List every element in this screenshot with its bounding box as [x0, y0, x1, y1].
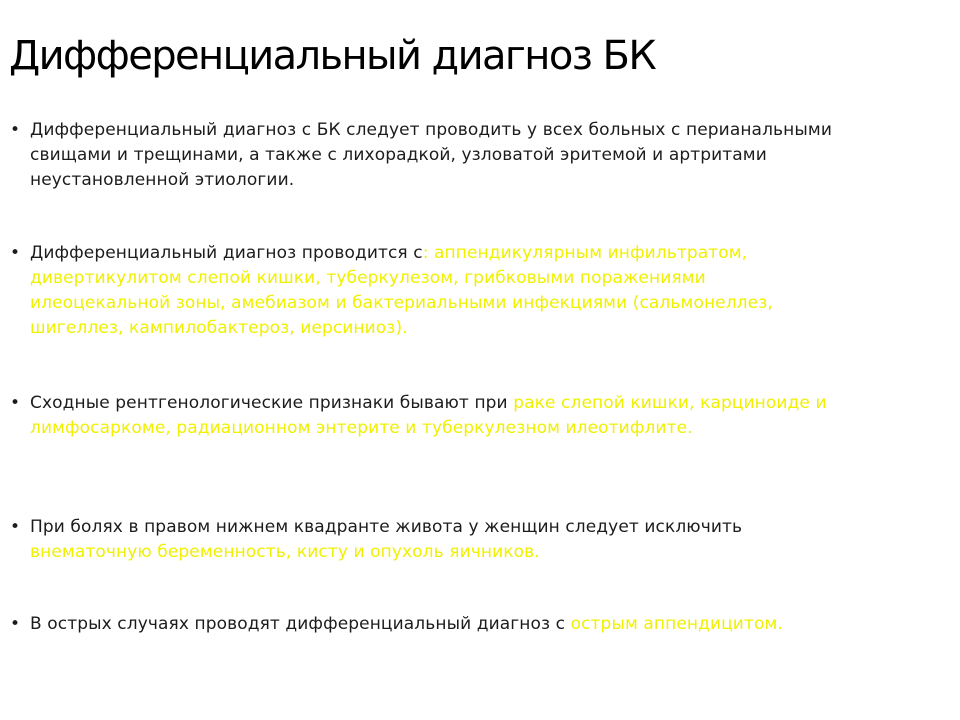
bullet-text: [30, 118, 840, 193]
bullet-highlight-text: : аппендикулярным инфильтратом, дивертикулитом слепой кишки, туберкулезом, грибковыми поражениями илеоцекальной зоны, амебиазом и бактериальными инфекциями (сальмонеллез, шигеллез, кампилобактероз, иерсиниоз).: [30, 243, 773, 338]
bullet-marker: •: [10, 614, 21, 634]
bullet-highlight-text: раке слепой кишки, карциноиде и лимфосаркоме, радиационном энтерите и туберкулезном илеотифлите.: [30, 393, 827, 438]
bullet-text: [30, 515, 840, 565]
bullet-item: [10, 391, 840, 441]
bullet-marker: •: [10, 517, 21, 537]
bullet-highlight-text: острым аппендицитом.: [570, 614, 783, 634]
bullet-plain-text: Сходные рентгенологические признаки бывают при: [30, 393, 514, 413]
bullet-item: [10, 612, 840, 637]
bullet-marker: •: [10, 120, 21, 140]
bullet-plain-text: В острых случаях проводят дифференциальный диагноз с: [30, 614, 571, 634]
bullet-marker: •: [10, 243, 21, 263]
bullet-marker: •: [10, 393, 21, 413]
bullet-text: [30, 612, 840, 637]
bullet-text: [30, 391, 840, 441]
bullet-plain-text: При болях в правом нижнем квадранте живота у женщин следует исключить: [30, 517, 743, 537]
bullet-highlight-text: внематочную беременность, кисту и опухоль яичников.: [30, 542, 540, 562]
bullet-text: [30, 241, 840, 341]
bullet-plain-text: Дифференциальный диагноз с БК следует проводить у всех больных с перианальными свищами и трещинами, а также с лихорадкой, узловатой эритемой и артритами неустановленной этиологии.: [30, 120, 832, 190]
bullet-plain-text: Дифференциальный диагноз проводится с: [30, 243, 423, 263]
slide-title: Дифференциальный диагноз БК: [9, 33, 656, 79]
bullet-item: [10, 118, 840, 193]
bullet-item: [10, 515, 840, 565]
bullet-item: [10, 241, 840, 341]
